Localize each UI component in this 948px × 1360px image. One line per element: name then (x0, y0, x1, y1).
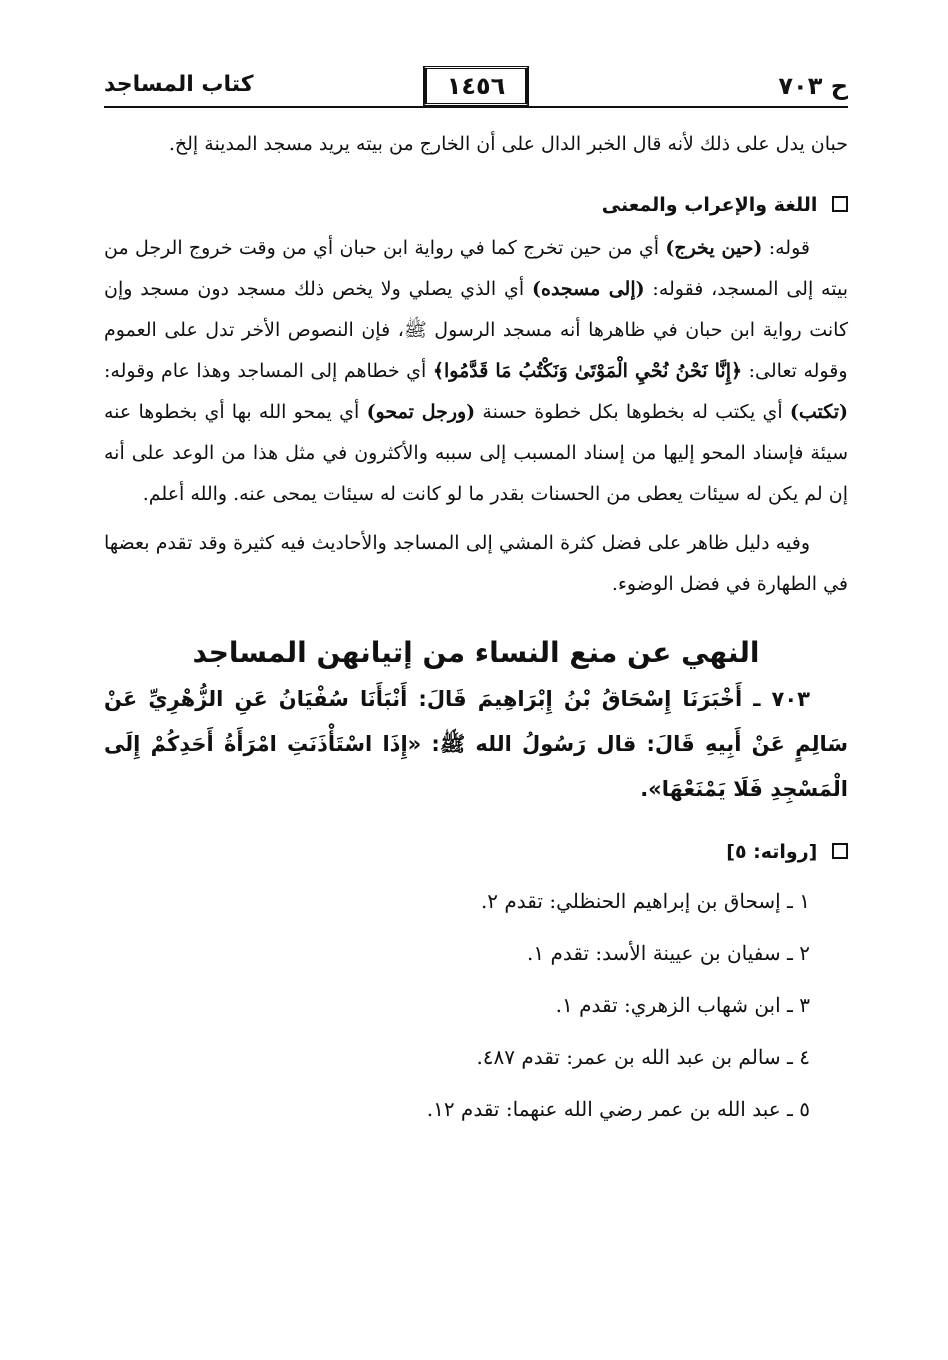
checkbox-icon (832, 843, 848, 859)
intro-paragraph: حبان يدل على ذلك لأنه قال الخبر الدال على أن الخارج من بيته يريد مسجد المدينة إلخ. (168, 133, 848, 155)
hadith-text: ٧٠٣ ـ أَخْبَرَنَا إِسْحَاقُ بْنُ إِبْرَاهِيمَ قَالَ: أَنْبَأَنَا سُفْيَانُ عَنِ الزُّهْرِيِّ عَنْ سَالِمٍ عَنْ أَبِيهِ قَالَ: قال رَسُولُ الله ﷺ: «إِذَا اسْتَأْذَنَتِ امْرَأَةُ أَحَدِكُمْ إِلَى الْمَسْجِدِ فَلَا يَمْنَعْهَا». (104, 687, 848, 801)
book-title: كتاب المساجد (104, 72, 254, 97)
quoted-term: (ورجل تمحو) (366, 401, 476, 423)
narrator-list (104, 875, 848, 1135)
section-heading-narrators-label: [رواته: ٥] (726, 841, 818, 863)
text-run: أي خطاهم إلى المساجد وهذا عام وقوله: (104, 360, 427, 382)
benefit-paragraph: وفيه دليل ظاهر على فضل كثرة المشي إلى المساجد والأحاديث فيه كثيرة وقد تقدم بعضها في الطهارة في فضل الوضوء. (104, 532, 848, 595)
checkbox-icon (832, 196, 848, 212)
list-item: ٢ ـ سفيان بن عيينة الأسد: تقدم ١. (527, 941, 810, 965)
explanation-paragraph (104, 228, 848, 515)
quran-verse: ﴿إِنَّا نَحْنُ نُحْيِ الْمَوْتَىٰ وَنَكْتُبُ مَا قَدَّمُوا﴾ (432, 360, 743, 382)
section-heading-language (104, 185, 848, 226)
chapter-title: النهي عن منع النساء من إتيانهن المساجد (192, 636, 760, 669)
list-item: ٥ ـ عبد الله بن عمر رضي الله عنهما: تقدم ١٢. (426, 1097, 810, 1121)
section-heading-language-label: اللغة والإعراب والمعنى (601, 194, 818, 216)
page-header (104, 66, 848, 108)
list-item: ١ ـ إسحاق بن إبراهيم الحنظلي: تقدم ٢. (480, 889, 810, 913)
page-body (104, 124, 848, 1135)
text-run: أي يمحو الله بها أي بخطوها عنه سيئة فإسناد المحو إليها من إسناد المسبب إلى سببه والأكثرون في مثل هذا من الوعد على أنه إن لم يكن له سيئات يعطى من الحسنات بقدر ما لو كانت له سيئات يمحى عنه. والله أعلم. (104, 401, 848, 505)
quoted-term: (تكتب) (789, 401, 848, 423)
header-divider (104, 106, 848, 108)
text-run: قوله: (762, 237, 810, 259)
quoted-term: (إلى مسجده) (532, 278, 645, 300)
hadith-reference: ح ٧٠٣ (778, 72, 848, 100)
text-run: أي من حين تخرج كما في رواية ابن حبان أي من وقت خروج الرجل من بيته إلى المسجد، فقوله: (104, 237, 848, 300)
list-item: ٤ ـ سالم بن عبد الله بن عمر: تقدم ٤٨٧. (476, 1045, 810, 1069)
list-item: ٣ ـ ابن شهاب الزهري: تقدم ١. (555, 993, 810, 1017)
section-heading-narrators (104, 832, 848, 873)
quoted-term: (حين يخرج) (665, 237, 763, 259)
text-run: أي الذي يصلي ولا يخص ذلك مسجد دون مسجد وإن كانت رواية ابن حبان في ظاهرها أنه مسجد الرسول ﷺ، فإن النصوص الأخر تدل على العموم وقوله تعالى: (104, 278, 848, 382)
page-number: ١٤٥٦ (423, 66, 529, 106)
text-run: أي يكتب له بخطوها بكل خطوة حسنة (475, 401, 783, 423)
